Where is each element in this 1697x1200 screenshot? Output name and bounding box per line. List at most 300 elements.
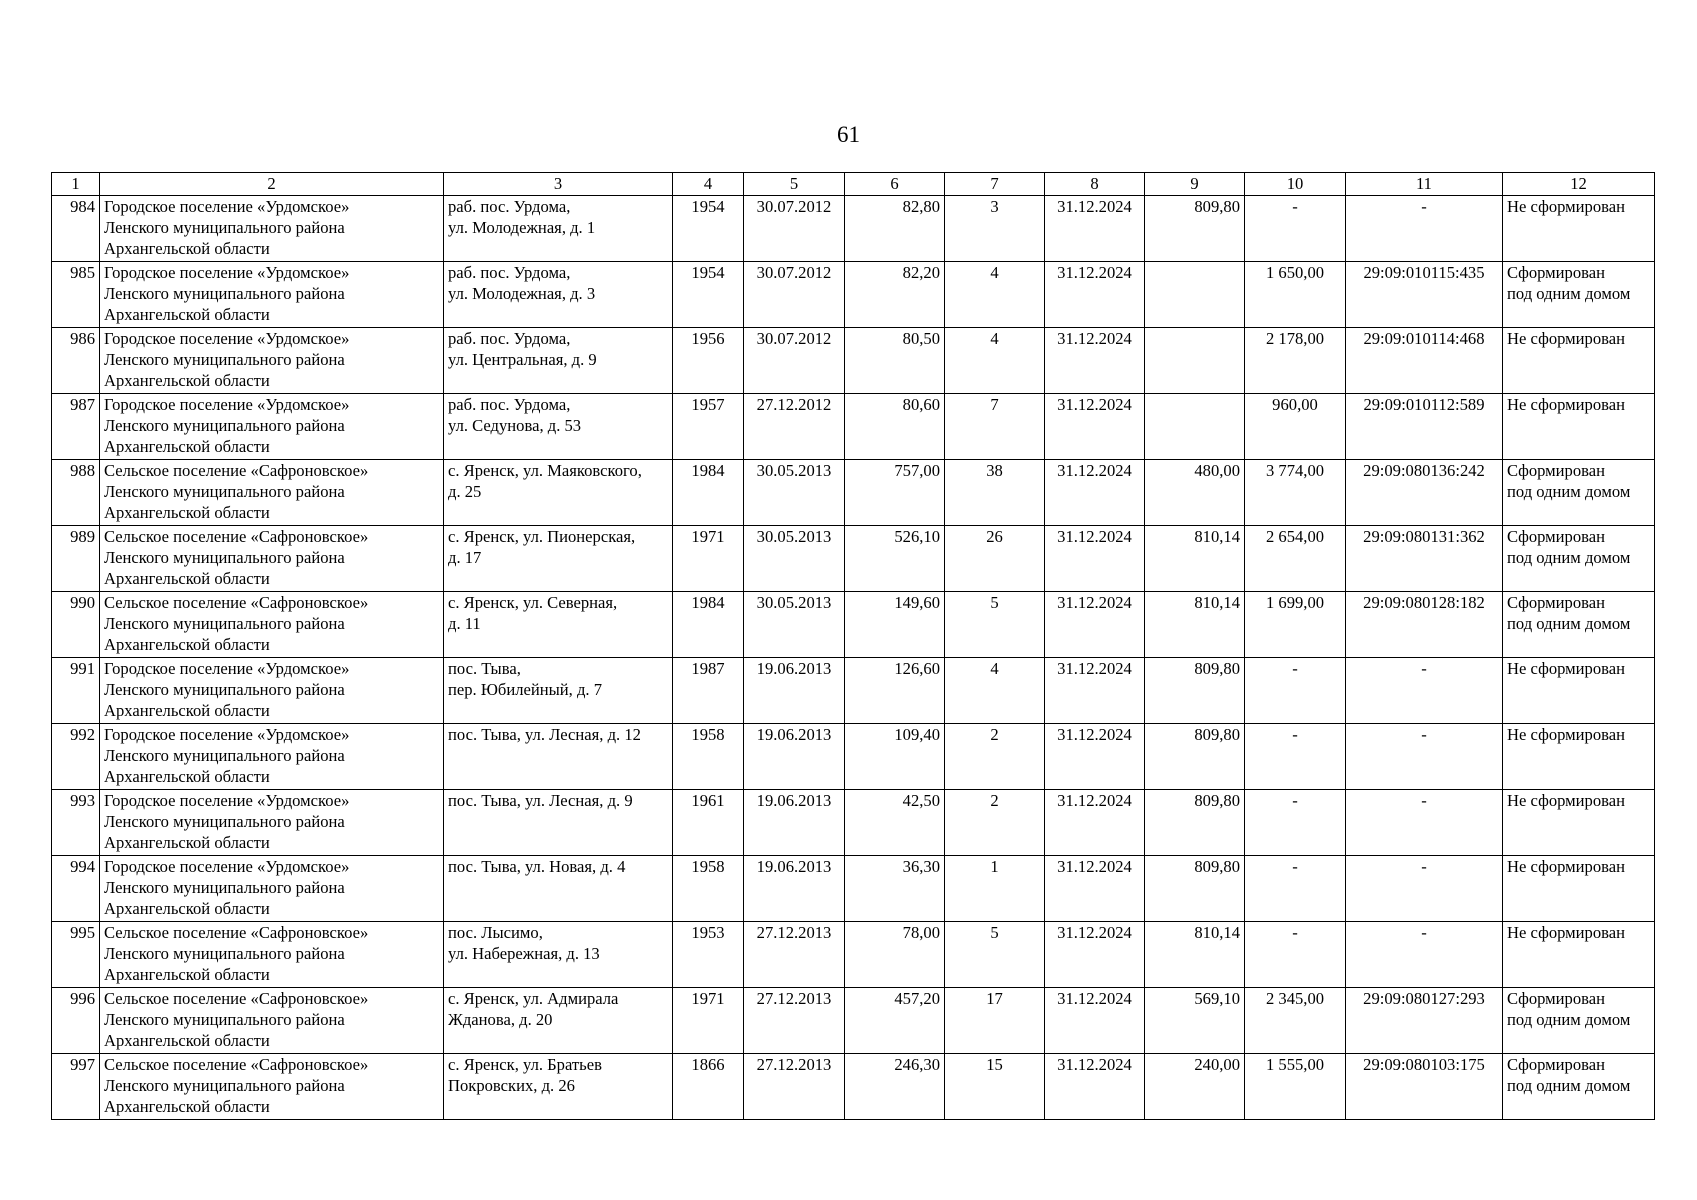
area-value: 82,80 <box>902 197 940 216</box>
municipality-line: Архангельской области <box>104 569 270 588</box>
municipality-line: Ленского муниципального района <box>104 614 345 633</box>
land-status-line: под одним домом <box>1507 284 1631 303</box>
deadline-cell <box>1045 526 1145 592</box>
municipality-cell <box>100 790 444 856</box>
address-line: раб. пос. Урдома, <box>448 263 571 282</box>
column-9-cell <box>1145 988 1245 1054</box>
municipality-line: Сельское поселение «Сафроновское» <box>104 593 369 612</box>
column-10-cell <box>1245 988 1346 1054</box>
area-value: 526,10 <box>894 527 940 546</box>
row-number: 986 <box>70 329 95 348</box>
municipality-line: Сельское поселение «Сафроновское» <box>104 461 369 480</box>
table-row <box>52 724 1655 790</box>
address-cell <box>444 592 673 658</box>
land-status-line: Не сформирован <box>1507 791 1625 810</box>
column-9-cell <box>1145 460 1245 526</box>
date-cell <box>744 724 845 790</box>
address-cell <box>444 922 673 988</box>
address-cell <box>444 394 673 460</box>
deadline-cell <box>1045 328 1145 394</box>
year-value: 1987 <box>691 659 725 678</box>
deadline-value: 31.12.2024 <box>1057 659 1132 678</box>
column-header: 6 <box>845 173 945 196</box>
area-cell <box>845 988 945 1054</box>
land-status-line: под одним домом <box>1507 1076 1631 1095</box>
year-cell <box>673 262 744 328</box>
residents-cell <box>945 394 1045 460</box>
table-row <box>52 262 1655 328</box>
table-row <box>52 988 1655 1054</box>
deadline-cell <box>1045 790 1145 856</box>
column-10-cell <box>1245 856 1346 922</box>
year-cell <box>673 394 744 460</box>
deadline-value: 31.12.2024 <box>1057 791 1132 810</box>
date-value: 30.07.2012 <box>756 197 832 216</box>
column-10-value: 1 555,00 <box>1265 1055 1325 1074</box>
date-cell <box>744 262 845 328</box>
housing-registry-table <box>51 172 1655 1120</box>
column-10-cell <box>1245 658 1346 724</box>
column-10-cell <box>1245 394 1346 460</box>
column-10-value: 960,00 <box>1272 395 1318 414</box>
address-cell <box>444 856 673 922</box>
address-line: ул. Молодежная, д. 1 <box>448 218 596 237</box>
land-status-line: под одним домом <box>1507 1010 1631 1029</box>
cadastral-number-cell <box>1346 394 1503 460</box>
row-number: 997 <box>70 1055 95 1074</box>
year-value: 1984 <box>691 593 725 612</box>
cadastral-number: - <box>1421 857 1427 876</box>
municipality-line: Городское поселение «Урдомское» <box>104 395 350 414</box>
table-row <box>52 790 1655 856</box>
column-header: 11 <box>1346 173 1503 196</box>
land-status-line: Не сформирован <box>1507 857 1625 876</box>
table-body <box>52 196 1655 1120</box>
municipality-line: Архангельской области <box>104 833 270 852</box>
date-cell <box>744 922 845 988</box>
year-cell <box>673 922 744 988</box>
date-cell <box>744 856 845 922</box>
cadastral-number: 29:09:010114:468 <box>1363 329 1485 348</box>
cadastral-number: - <box>1421 923 1427 942</box>
date-value: 19.06.2013 <box>756 659 832 678</box>
date-value: 30.05.2013 <box>756 461 832 480</box>
deadline-value: 31.12.2024 <box>1057 989 1132 1008</box>
residents-cell <box>945 460 1045 526</box>
deadline-cell <box>1045 988 1145 1054</box>
municipality-line: Архангельской области <box>104 1097 270 1116</box>
residents-value: 26 <box>986 527 1003 546</box>
column-9-value: 480,00 <box>1194 461 1240 480</box>
year-cell <box>673 988 744 1054</box>
residents-cell <box>945 658 1045 724</box>
column-10-cell <box>1245 196 1346 262</box>
date-value: 30.07.2012 <box>756 263 832 282</box>
municipality-line: Архангельской области <box>104 437 270 456</box>
column-9-cell <box>1145 526 1245 592</box>
cadastral-number: 29:09:080127:293 <box>1363 989 1485 1008</box>
address-cell <box>444 526 673 592</box>
deadline-value: 31.12.2024 <box>1057 725 1132 744</box>
row-number: 995 <box>70 923 95 942</box>
column-10-value: 2 654,00 <box>1265 527 1325 546</box>
address-line: раб. пос. Урдома, <box>448 329 571 348</box>
residents-cell <box>945 196 1045 262</box>
date-value: 19.06.2013 <box>756 857 832 876</box>
residents-cell <box>945 724 1045 790</box>
address-cell <box>444 262 673 328</box>
column-9-cell <box>1145 922 1245 988</box>
cadastral-number: - <box>1421 659 1427 678</box>
address-line: с. Яренск, ул. Пионерская, <box>448 527 636 546</box>
municipality-line: Архангельской области <box>104 305 270 324</box>
address-line: раб. пос. Урдома, <box>448 395 571 414</box>
municipality-line: Городское поселение «Урдомское» <box>104 659 350 678</box>
year-value: 1984 <box>691 461 725 480</box>
column-10-cell <box>1245 790 1346 856</box>
column-10-value: - <box>1292 725 1298 744</box>
address-line: с. Яренск, ул. Адмирала <box>448 989 619 1008</box>
area-value: 42,50 <box>902 791 940 810</box>
column-header: 1 <box>52 173 100 196</box>
table-row <box>52 394 1655 460</box>
column-10-cell <box>1245 262 1346 328</box>
land-status-line: Сформирован <box>1507 593 1605 612</box>
municipality-line: Архангельской области <box>104 899 270 918</box>
table-row <box>52 1054 1655 1120</box>
row-number: 988 <box>70 461 95 480</box>
column-9-cell <box>1145 262 1245 328</box>
land-status-line: Сформирован <box>1507 989 1605 1008</box>
column-9-cell <box>1145 196 1245 262</box>
municipality-line: Ленского муниципального района <box>104 680 345 699</box>
land-status-cell <box>1503 328 1655 394</box>
date-cell <box>744 460 845 526</box>
municipality-line: Ленского муниципального района <box>104 944 345 963</box>
row-number-cell <box>52 262 100 328</box>
land-status-line: Не сформирован <box>1507 923 1625 942</box>
row-number-cell <box>52 856 100 922</box>
address-cell <box>444 988 673 1054</box>
column-9-value: 810,14 <box>1194 923 1240 942</box>
residents-cell <box>945 988 1045 1054</box>
municipality-line: Архангельской области <box>104 767 270 786</box>
cadastral-number: 29:09:010115:435 <box>1363 263 1485 282</box>
date-cell <box>744 526 845 592</box>
municipality-line: Ленского муниципального района <box>104 482 345 501</box>
area-cell <box>845 658 945 724</box>
land-status-cell <box>1503 196 1655 262</box>
municipality-line: Ленского муниципального района <box>104 284 345 303</box>
land-status-line: Сформирован <box>1507 263 1605 282</box>
address-cell <box>444 196 673 262</box>
row-number-cell <box>52 658 100 724</box>
municipality-line: Ленского муниципального района <box>104 416 345 435</box>
table-row <box>52 196 1655 262</box>
residents-cell <box>945 328 1045 394</box>
row-number-cell <box>52 328 100 394</box>
municipality-line: Ленского муниципального района <box>104 350 345 369</box>
land-status-line: Не сформирован <box>1507 725 1625 744</box>
column-header: 7 <box>945 173 1045 196</box>
area-value: 78,00 <box>902 923 940 942</box>
deadline-cell <box>1045 592 1145 658</box>
cadastral-number-cell <box>1346 1054 1503 1120</box>
column-10-cell <box>1245 328 1346 394</box>
column-9-cell <box>1145 856 1245 922</box>
address-line: Жданова, д. 20 <box>448 1010 553 1029</box>
address-line: пос. Тыва, ул. Лесная, д. 12 <box>448 725 641 744</box>
land-status-cell <box>1503 1054 1655 1120</box>
column-9-value: 810,14 <box>1194 593 1240 612</box>
date-value: 27.12.2012 <box>756 395 832 414</box>
column-10-value: 2 178,00 <box>1265 329 1325 348</box>
column-10-value: - <box>1292 923 1298 942</box>
area-value: 109,40 <box>894 725 940 744</box>
residents-cell <box>945 526 1045 592</box>
address-line: ул. Набережная, д. 13 <box>448 944 600 963</box>
row-number-cell <box>52 724 100 790</box>
deadline-value: 31.12.2024 <box>1057 461 1132 480</box>
address-line: пос. Тыва, ул. Новая, д. 4 <box>448 857 626 876</box>
column-10-value: - <box>1292 791 1298 810</box>
municipality-line: Городское поселение «Урдомское» <box>104 197 350 216</box>
land-status-cell <box>1503 790 1655 856</box>
row-number-cell <box>52 394 100 460</box>
address-line: пос. Тыва, <box>448 659 521 678</box>
table-row <box>52 460 1655 526</box>
date-cell <box>744 790 845 856</box>
column-header: 4 <box>673 173 744 196</box>
address-line: раб. пос. Урдома, <box>448 197 571 216</box>
land-status-cell <box>1503 526 1655 592</box>
address-line: пос. Лысимо, <box>448 923 543 942</box>
area-value: 457,20 <box>894 989 940 1008</box>
area-value: 246,30 <box>894 1055 940 1074</box>
row-number: 994 <box>70 857 95 876</box>
column-header: 12 <box>1503 173 1655 196</box>
land-status-line: Не сформирован <box>1507 395 1625 414</box>
area-value: 126,60 <box>894 659 940 678</box>
table-row <box>52 592 1655 658</box>
area-cell <box>845 724 945 790</box>
column-9-value: 240,00 <box>1194 1055 1240 1074</box>
residents-value: 7 <box>990 395 999 414</box>
address-cell <box>444 658 673 724</box>
area-value: 80,60 <box>902 395 940 414</box>
cadastral-number: 29:09:080131:362 <box>1363 527 1485 546</box>
column-9-value: 809,80 <box>1194 791 1240 810</box>
year-value: 1957 <box>691 395 725 414</box>
deadline-cell <box>1045 856 1145 922</box>
area-value: 149,60 <box>894 593 940 612</box>
address-line: с. Яренск, ул. Братьев <box>448 1055 602 1074</box>
column-header: 10 <box>1245 173 1346 196</box>
municipality-line: Городское поселение «Урдомское» <box>104 857 350 876</box>
year-cell <box>673 460 744 526</box>
row-number: 987 <box>70 395 95 414</box>
table-row <box>52 328 1655 394</box>
address-line: Покровских, д. 26 <box>448 1076 575 1095</box>
address-line: с. Яренск, ул. Северная, <box>448 593 618 612</box>
date-cell <box>744 658 845 724</box>
municipality-line: Архангельской области <box>104 635 270 654</box>
cadastral-number: - <box>1421 725 1427 744</box>
municipality-line: Сельское поселение «Сафроновское» <box>104 527 369 546</box>
address-line: д. 11 <box>448 614 481 633</box>
residents-cell <box>945 922 1045 988</box>
date-cell <box>744 988 845 1054</box>
deadline-cell <box>1045 460 1145 526</box>
cadastral-number-cell <box>1346 196 1503 262</box>
address-cell <box>444 790 673 856</box>
column-10-value: - <box>1292 197 1298 216</box>
land-status-line: Сформирован <box>1507 527 1605 546</box>
date-cell <box>744 592 845 658</box>
area-cell <box>845 460 945 526</box>
row-number-cell <box>52 196 100 262</box>
deadline-cell <box>1045 724 1145 790</box>
column-10-value: - <box>1292 857 1298 876</box>
municipality-line: Сельское поселение «Сафроновское» <box>104 923 369 942</box>
column-9-cell <box>1145 592 1245 658</box>
cadastral-number: 29:09:010112:589 <box>1363 395 1485 414</box>
year-cell <box>673 328 744 394</box>
municipality-line: Городское поселение «Урдомское» <box>104 329 350 348</box>
year-value: 1971 <box>691 527 725 546</box>
address-cell <box>444 460 673 526</box>
address-line: пос. Тыва, ул. Лесная, д. 9 <box>448 791 633 810</box>
land-status-line: Не сформирован <box>1507 197 1625 216</box>
table-row <box>52 526 1655 592</box>
row-number: 991 <box>70 659 95 678</box>
address-line: д. 17 <box>448 548 482 567</box>
residents-value: 4 <box>990 263 999 282</box>
date-value: 30.05.2013 <box>756 527 832 546</box>
municipality-line: Ленского муниципального района <box>104 812 345 831</box>
year-value: 1956 <box>691 329 725 348</box>
column-9-cell <box>1145 328 1245 394</box>
year-cell <box>673 724 744 790</box>
cadastral-number-cell <box>1346 328 1503 394</box>
deadline-cell <box>1045 658 1145 724</box>
date-value: 27.12.2013 <box>756 989 832 1008</box>
table-row <box>52 658 1655 724</box>
row-number: 990 <box>70 593 95 612</box>
date-cell <box>744 1054 845 1120</box>
municipality-line: Ленского муниципального района <box>104 548 345 567</box>
deadline-value: 31.12.2024 <box>1057 263 1132 282</box>
municipality-line: Ленского муниципального района <box>104 1010 345 1029</box>
page-number: 61 <box>837 122 860 147</box>
cadastral-number: 29:09:080103:175 <box>1363 1055 1485 1074</box>
year-value: 1958 <box>691 725 725 744</box>
municipality-line: Ленского муниципального района <box>104 1076 345 1095</box>
residents-cell <box>945 790 1045 856</box>
row-number: 989 <box>70 527 95 546</box>
address-cell <box>444 1054 673 1120</box>
land-status-cell <box>1503 856 1655 922</box>
cadastral-number-cell <box>1346 460 1503 526</box>
deadline-value: 31.12.2024 <box>1057 527 1132 546</box>
date-value: 27.12.2013 <box>756 923 832 942</box>
address-line: ул. Седунова, д. 53 <box>448 416 582 435</box>
municipality-cell <box>100 988 444 1054</box>
area-value: 80,50 <box>902 329 940 348</box>
municipality-line: Сельское поселение «Сафроновское» <box>104 989 369 1008</box>
column-10-value: 1 699,00 <box>1265 593 1325 612</box>
land-status-line: под одним домом <box>1507 482 1631 501</box>
row-number: 992 <box>70 725 95 744</box>
land-status-cell <box>1503 658 1655 724</box>
municipality-cell <box>100 592 444 658</box>
municipality-cell <box>100 394 444 460</box>
date-value: 30.07.2012 <box>756 329 832 348</box>
year-cell <box>673 658 744 724</box>
column-10-cell <box>1245 592 1346 658</box>
residents-value: 5 <box>990 593 999 612</box>
address-line: ул. Молодежная, д. 3 <box>448 284 596 303</box>
cadastral-number: - <box>1421 791 1427 810</box>
residents-value: 4 <box>990 329 999 348</box>
residents-value: 5 <box>990 923 999 942</box>
year-value: 1958 <box>691 857 725 876</box>
municipality-line: Городское поселение «Урдомское» <box>104 263 350 282</box>
column-10-cell <box>1245 1054 1346 1120</box>
area-cell <box>845 592 945 658</box>
column-9-cell <box>1145 724 1245 790</box>
row-number-cell <box>52 460 100 526</box>
land-status-cell <box>1503 724 1655 790</box>
deadline-cell <box>1045 262 1145 328</box>
municipality-line: Архангельской области <box>104 1031 270 1050</box>
row-number-cell <box>52 526 100 592</box>
cadastral-number-cell <box>1346 856 1503 922</box>
deadline-value: 31.12.2024 <box>1057 593 1132 612</box>
column-9-cell <box>1145 658 1245 724</box>
year-value: 1971 <box>691 989 725 1008</box>
column-header: 3 <box>444 173 673 196</box>
date-value: 19.06.2013 <box>756 725 832 744</box>
address-line: ул. Центральная, д. 9 <box>448 350 597 369</box>
column-9-value: 809,80 <box>1194 725 1240 744</box>
row-number: 985 <box>70 263 95 282</box>
address-cell <box>444 724 673 790</box>
table-header-row <box>52 173 1655 196</box>
year-value: 1953 <box>691 923 725 942</box>
land-status-line: Сформирован <box>1507 1055 1605 1074</box>
deadline-cell <box>1045 394 1145 460</box>
land-status-cell <box>1503 262 1655 328</box>
municipality-cell <box>100 658 444 724</box>
row-number-cell <box>52 592 100 658</box>
address-cell <box>444 328 673 394</box>
column-10-cell <box>1245 724 1346 790</box>
residents-value: 2 <box>990 725 999 744</box>
residents-value: 17 <box>986 989 1003 1008</box>
area-cell <box>845 196 945 262</box>
municipality-line: Ленского муниципального района <box>104 218 345 237</box>
land-status-line: Не сформирован <box>1507 659 1625 678</box>
land-status-cell <box>1503 460 1655 526</box>
cadastral-number: - <box>1421 197 1427 216</box>
area-cell <box>845 790 945 856</box>
cadastral-number-cell <box>1346 790 1503 856</box>
municipality-cell <box>100 922 444 988</box>
land-status-cell <box>1503 592 1655 658</box>
residents-cell <box>945 856 1045 922</box>
address-line: пер. Юбилейный, д. 7 <box>448 680 602 699</box>
